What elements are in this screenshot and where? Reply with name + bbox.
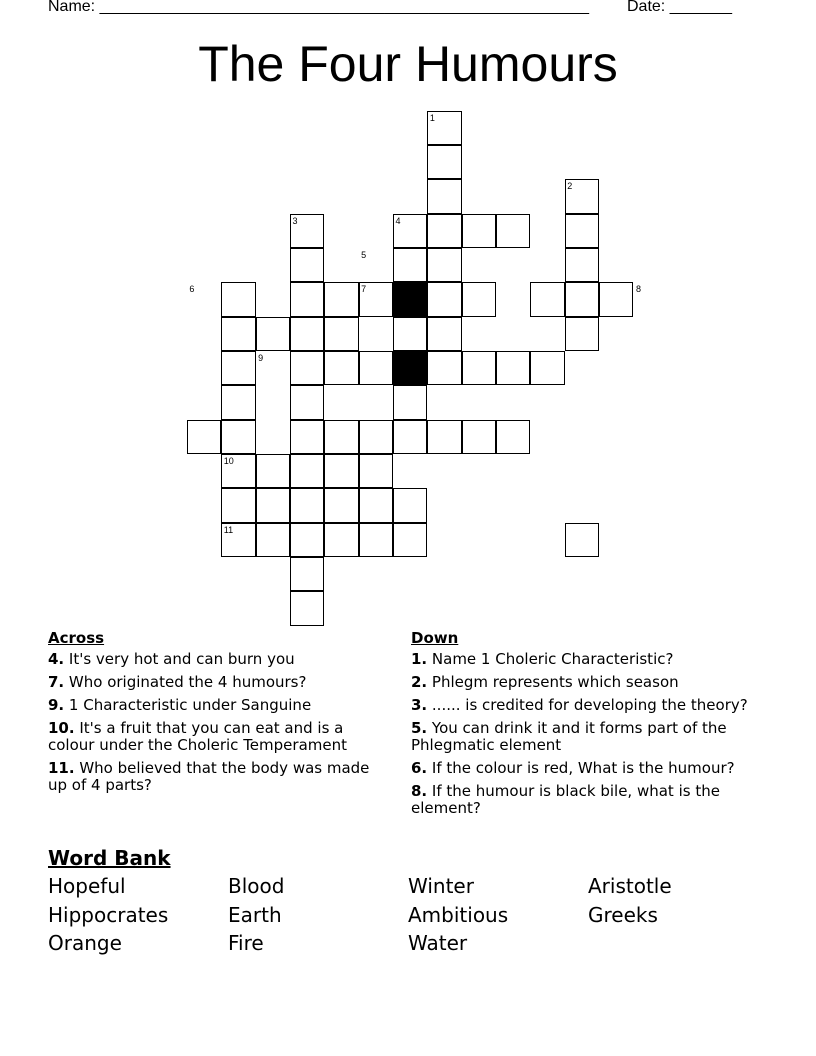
crossword-cell xyxy=(359,454,393,488)
clue-number: 2. xyxy=(411,673,428,691)
word-bank-item: Greeks xyxy=(588,902,658,927)
clue-number-3: 3 xyxy=(292,215,298,226)
word-bank-item: Earth xyxy=(228,902,282,927)
across-clue-list xyxy=(48,651,388,794)
crossword-cell xyxy=(565,282,599,316)
crossword-black-cell xyxy=(393,351,427,385)
clue-text: Who originated the 4 humours? xyxy=(64,673,307,691)
crossword-cell xyxy=(565,523,599,557)
clue-number-2: 2 xyxy=(567,181,573,192)
crossword-cell xyxy=(324,454,358,488)
word-bank-item: Orange xyxy=(48,931,122,955)
crossword-cell xyxy=(359,351,393,385)
crossword-cell xyxy=(393,523,427,557)
crossword-cell xyxy=(359,523,393,557)
crossword-cell xyxy=(427,179,461,213)
crossword-cell xyxy=(290,454,324,488)
crossword-cell xyxy=(221,317,255,351)
word-bank-item: Hopeful xyxy=(48,874,126,898)
crossword-cell xyxy=(393,420,427,454)
crossword-cell xyxy=(324,282,358,316)
crossword-cell xyxy=(221,351,255,385)
crossword-cell xyxy=(324,317,358,351)
clue-number-6: 6 xyxy=(189,284,195,295)
clue-text: Name 1 Choleric Characteristic? xyxy=(427,650,674,668)
across-clue xyxy=(48,651,388,668)
word-bank-title: Word Bank xyxy=(48,846,171,870)
crossword-cell xyxy=(393,317,427,351)
crossword-cell xyxy=(290,591,324,625)
crossword-cell xyxy=(324,351,358,385)
crossword-cell xyxy=(256,317,290,351)
crossword-cell xyxy=(462,420,496,454)
crossword-cell xyxy=(221,385,255,419)
down-clue xyxy=(411,720,761,754)
clue-number: 9. xyxy=(48,696,65,714)
crossword-cell xyxy=(290,523,324,557)
crossword-cell xyxy=(290,420,324,454)
crossword-cell xyxy=(393,488,427,522)
down-clue-list xyxy=(411,651,761,817)
crossword-cell xyxy=(530,351,564,385)
crossword-cell xyxy=(496,420,530,454)
clue-number: 4. xyxy=(48,650,65,668)
clue-text: 1 Characteristic under Sanguine xyxy=(64,696,312,714)
crossword-cell xyxy=(324,420,358,454)
clue-number: 5. xyxy=(411,719,428,737)
word-bank-item: Hippocrates xyxy=(48,902,169,927)
crossword-cell xyxy=(290,385,324,419)
crossword-cell xyxy=(324,523,358,557)
down-clue xyxy=(411,651,761,668)
crossword-cell xyxy=(565,317,599,351)
crossword-cell xyxy=(324,488,358,522)
clue-number: 8. xyxy=(411,782,428,800)
word-bank-item: Ambitious xyxy=(408,902,509,927)
word-bank-item: Winter xyxy=(408,874,474,898)
clue-number-11: 11 xyxy=(223,524,234,535)
across-clue xyxy=(48,674,388,691)
crossword-cell xyxy=(530,282,564,316)
crossword-cell xyxy=(290,317,324,351)
crossword-cell xyxy=(427,248,461,282)
date-field-label: Date: _______ xyxy=(627,0,732,15)
crossword-cell xyxy=(256,523,290,557)
word-bank-item: Blood xyxy=(228,874,285,898)
crossword-cell xyxy=(427,351,461,385)
crossword-cell xyxy=(187,420,221,454)
down-clue xyxy=(411,697,761,714)
crossword-cell xyxy=(427,317,461,351)
crossword-cell xyxy=(427,420,461,454)
clue-text: Phlegm represents which season xyxy=(427,673,679,691)
crossword-cell xyxy=(290,351,324,385)
clue-text: ...... is credited for developing the theory? xyxy=(427,696,748,714)
across-clues xyxy=(48,630,388,800)
down-clue xyxy=(411,783,761,817)
crossword-cell xyxy=(290,248,324,282)
crossword-cell xyxy=(599,282,633,316)
across-heading: Across xyxy=(48,629,105,647)
clue-number-1: 1 xyxy=(429,112,435,123)
down-clue xyxy=(411,674,761,691)
crossword-cell xyxy=(427,282,461,316)
crossword-black-cell xyxy=(393,282,427,316)
crossword-cell xyxy=(221,420,255,454)
name-field-label: Name: _______________________________________________________ xyxy=(48,0,589,15)
clue-number: 10. xyxy=(48,719,75,737)
clue-number-8: 8 xyxy=(635,284,641,295)
clue-text: Who believed that the body was made up of 4 parts? xyxy=(48,759,370,794)
crossword-cell xyxy=(393,385,427,419)
clue-number-7: 7 xyxy=(361,284,367,295)
crossword-cell xyxy=(221,282,255,316)
clue-text: If the humour is black bile, what is the element? xyxy=(411,782,720,817)
clue-number-10: 10 xyxy=(223,456,234,466)
clue-number-9: 9 xyxy=(258,352,264,363)
crossword-cell xyxy=(496,214,530,248)
page-title: The Four Humours xyxy=(198,36,618,92)
across-clue xyxy=(48,720,388,754)
clue-number: 7. xyxy=(48,673,65,691)
crossword-cell xyxy=(462,282,496,316)
crossword-cell xyxy=(256,454,290,488)
across-clue xyxy=(48,760,388,794)
crossword-cell xyxy=(290,488,324,522)
clue-number: 11. xyxy=(48,759,75,777)
clue-text: It's a fruit that you can eat and is a colour under the Choleric Temperament xyxy=(48,719,347,754)
clue-number: 6. xyxy=(411,759,428,777)
crossword-cell xyxy=(221,488,255,522)
crossword-cell xyxy=(496,351,530,385)
word-bank-item: Fire xyxy=(228,931,264,955)
clue-number-5: 5 xyxy=(361,249,367,260)
clue-text: It's very hot and can burn you xyxy=(64,650,295,668)
clue-text: You can drink it and it forms part of the Phlegmatic element xyxy=(411,719,727,754)
crossword-cell xyxy=(427,145,461,179)
crossword-cell xyxy=(393,248,427,282)
crossword-cell xyxy=(462,351,496,385)
crossword-cell xyxy=(256,488,290,522)
word-bank-item: Aristotle xyxy=(588,874,672,898)
word-bank-item: Water xyxy=(408,931,468,955)
clue-number: 3. xyxy=(411,696,428,714)
crossword-cell xyxy=(359,488,393,522)
clue-text: If the colour is red, What is the humour? xyxy=(427,759,735,777)
crossword-cell xyxy=(462,214,496,248)
across-clue xyxy=(48,697,388,714)
crossword-cell xyxy=(565,214,599,248)
crossword-cell xyxy=(427,214,461,248)
crossword-cell xyxy=(565,248,599,282)
crossword-cell xyxy=(290,557,324,591)
crossword-cell xyxy=(359,420,393,454)
crossword-cell xyxy=(290,282,324,316)
down-clue xyxy=(411,760,761,777)
clue-number: 1. xyxy=(411,650,428,668)
down-clues xyxy=(411,630,761,823)
down-heading: Down xyxy=(411,629,459,647)
clue-number-4: 4 xyxy=(395,215,401,226)
